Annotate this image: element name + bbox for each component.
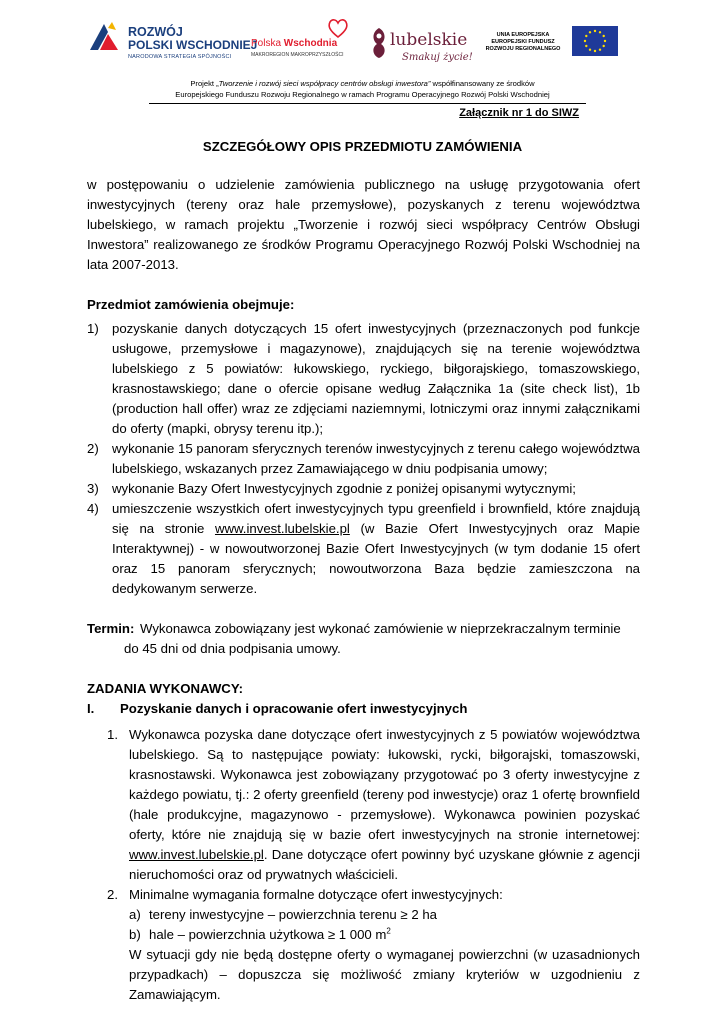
polska-wschodnia-name: Polska Wschodnia bbox=[251, 38, 338, 49]
term-line1: Wykonawca zobowiązany jest wykonać zamówienie w nieprzekraczalnym terminie bbox=[140, 621, 621, 636]
lubelskie-name: lubelskie bbox=[390, 30, 468, 50]
list-item: 4) umieszczenie wszystkich ofert inwestycyjnych typu greenfield i brownfield, które znajdują się na stronie www.invest.lubelskie.pl (w Bazie Ofert Inwestycyjnych oraz Mapie Interaktywnej) - w nowoutworzonej Bazie Ofert Inwestycyjnych (w tym dodanie 15 ofert oraz 15 panoram sferycznych; nowoutworzona Baza będzie zamieszczona na dedykowanym serwerze. bbox=[87, 501, 641, 596]
eu-flag-icon bbox=[572, 26, 618, 56]
tasks-list bbox=[87, 725, 640, 1005]
heart-icon bbox=[327, 18, 349, 38]
lubelskie-slogan: Smakuj życie! bbox=[402, 52, 473, 63]
rozwoj-line2: POLSKI WSCHODNIEJ bbox=[128, 38, 258, 52]
list-item: b) hale – powierzchnia użytkowa ≥ 1 000 $m^2$ bbox=[129, 926, 391, 942]
list-item: 3) wykonanie Bazy Ofert Inwestycyjnych zgodnie z poniżej opisanymi wytycznymi; bbox=[87, 481, 576, 496]
lubelskie-mark-icon bbox=[368, 26, 390, 60]
project-header: Projekt „Tworzenie i rozwój sieci współpracy centrów obsługi inwestora” współfinansowany ze środków Europejskiego Funduszu Rozwoju Regionalnego w ramach Programu Operacyjnego Rozwój Polski Wschodniej bbox=[175, 79, 550, 99]
polska-wschodnia-logo bbox=[251, 16, 351, 74]
rozwoj-mark-icon bbox=[88, 20, 122, 54]
list-item: 1) pozyskanie danych dotyczących 15 ofert inwestycyjnych (przeznaczonych pod funkcje usługowe, przemysłowe i magazynowe), znajdujących się na terenie województwa lubelskiego z 5 powiatów: łukowskiego, ryckiego, biłgorajskiego, tomaszowskiego, krasnostawskiego; dane o ofercie opisane według Załącznika 1a (site check list), 1b (production hall offer) wraz ze zdjęciami naziemnymi, lotniczymi oraz innymi załącznikami do oferty (mapki, obrysy terenu itp.); bbox=[87, 321, 640, 436]
list-item: a) tereny inwestycyjne – powierzchnia terenu ≥ 2 ha bbox=[129, 907, 437, 922]
term-block bbox=[87, 619, 640, 659]
eu-logo bbox=[484, 16, 626, 74]
list-item: 2) wykonanie 15 panoram sferycznych terenów inwestycyjnych z terenu całego województwa lubelskiego, wskazanych przez Zamawiającego w dniu podpisania umowy; bbox=[87, 441, 640, 476]
scope-heading: Przedmiot zamówienia obejmuje: bbox=[87, 297, 295, 312]
page-title: SZCZEGÓŁOWY OPIS PRZEDMIOTU ZAMÓWIENIA bbox=[202, 139, 523, 154]
tasks-note: W sytuacji gdy nie będą dostępne oferty o wymaganej powierzchni (w uzasadnionych przypadkach) – dopuszcza się możliwość zmiany kryteriów w uzgodnieniu z Zamawiającym. bbox=[129, 947, 640, 1002]
lubelskie-logo bbox=[368, 16, 473, 74]
list-item: 2. Minimalne wymagania formalne dotyczące ofert inwestycyjnych: bbox=[107, 887, 503, 902]
invest-link[interactable]: www.invest.lubelskie.pl bbox=[129, 847, 264, 862]
scope-list bbox=[87, 319, 640, 599]
rozwoj-line3: NARODOWA STRATEGIA SPÓJNOŚCI bbox=[128, 54, 232, 60]
rozwoj-polski-wschodniej-logo bbox=[88, 16, 258, 74]
logo-bar bbox=[88, 16, 628, 76]
header-divider bbox=[149, 103, 586, 104]
term-label: Termin: bbox=[87, 621, 135, 636]
term-line2: do 45 dni od dnia podpisania umowy. bbox=[124, 641, 341, 656]
annex-label: Załącznik nr 1 do SIWZ bbox=[459, 107, 579, 119]
invest-link[interactable]: www.invest.lubelskie.pl bbox=[214, 521, 350, 536]
tasks-heading: ZADANIA WYKONAWCY: bbox=[87, 681, 244, 696]
document-body bbox=[87, 175, 640, 1005]
rozwoj-line1: ROZWÓJ bbox=[128, 25, 183, 39]
intro-paragraph: w postępowaniu o udzielenie zamówienia publicznego na usługę przygotowania ofert inwestycyjnych (tereny oraz hale przemysłowe), pozyskanych z terenu województwa lubelskiego, w ramach projektu „Tworzenie i rozwój sieci współpracy Centrów Obsługi Inwestora” realizowanego ze środków Programu Operacyjnego Rozwój Polski Wschodniej na lata 2007-2013. bbox=[87, 177, 640, 272]
polska-wschodnia-tagline: MAKROREGION MAKROPRZYSZŁOŚCI bbox=[251, 52, 344, 58]
section-heading: I. Pozyskanie danych i opracowanie ofert inwestycyjnych bbox=[87, 701, 468, 716]
eu-text: UNIA EUROPEJSKA EUROPEJSKI FUNDUSZ ROZWOJU REGIONALNEGO bbox=[485, 32, 561, 52]
list-item: 1. Wykonawca pozyska dane dotyczące ofert inwestycyjnych z 5 powiatów województwa lubelskiego. Są to następujące powiaty: łukowski, rycki, biłgorajski, tomaszowski, krasnostawski. Wykonawca jest zobowiązany przygotować po 3 oferty inwestycyjne z każdego powiatu, tj.: 2 oferty greenfield (tereny pod inwestycje) oraz 1 ofertę brownfield (hale produkcyjne, magazynowo - przemysłowe). Wykonawca powinien pozyskać oferty, które nie znajdują się w bazie ofert inwestycyjnych na stronie internetowej: www.invest.lubelskie.pl. Dane dotyczące ofert powinny być uzyskane głównie z agencji nieruchomości oraz od prywatnych właścicieli. bbox=[107, 727, 640, 882]
